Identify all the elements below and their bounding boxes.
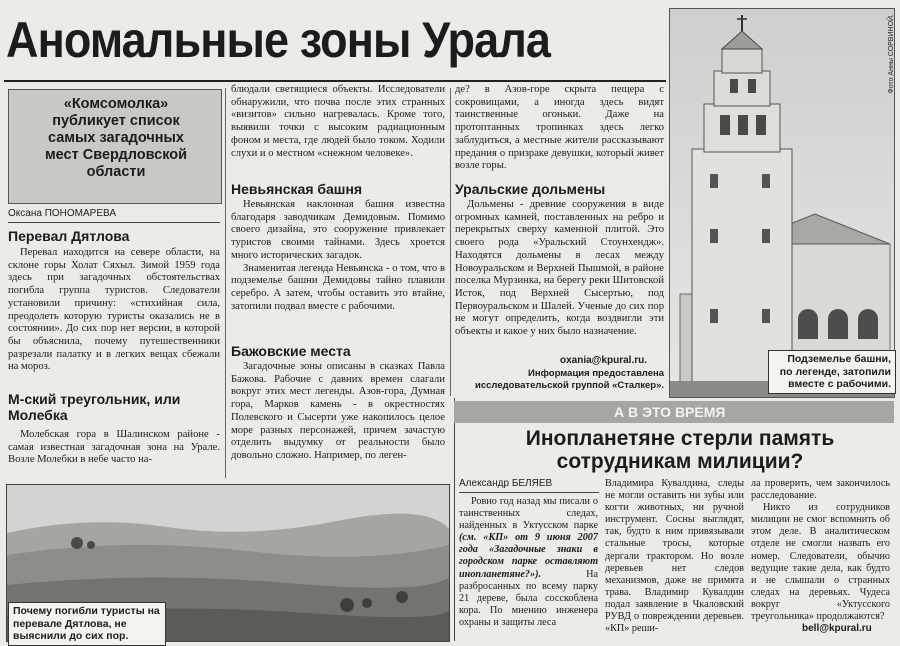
landscape-caption: Почему погибли туристы на перевале Дятлова, не выяснили до сих пор. bbox=[8, 602, 166, 646]
tower-image bbox=[670, 9, 894, 397]
meanwhile-col1: Ровно год назад мы писали о таинственных следах, найденных в Уктусском парке (см. «КП» от 9 июня 2007 года «Загадочные знаки в городском парке оставляют инопланетяне?»). На разбросанных по всему парку 21 дереве, была сосскоблена кора. По мнению инженера охраны и защиты леса bbox=[459, 496, 598, 628]
meanwhile-author-rule bbox=[459, 492, 599, 493]
section-title-dolmens: Уральские дольмены bbox=[455, 181, 606, 197]
author-first: Оксана bbox=[8, 208, 42, 219]
column-rule-2 bbox=[450, 88, 451, 396]
headline: Аномальные зоны Урала bbox=[6, 12, 551, 68]
photo-credit: Фото Анны СОРВИНОЙ. bbox=[888, 14, 895, 94]
contact-email: oxania@kpural.ru. bbox=[560, 355, 647, 366]
author-byline bbox=[8, 208, 116, 219]
meanwhile-label: А В ЭТО ВРЕМЯ bbox=[614, 404, 726, 420]
meanwhile-author-first: Александр bbox=[459, 478, 510, 489]
section-title-nevyansk: Невьянская башня bbox=[231, 181, 363, 197]
meanwhile-author-last: БЕЛЯЕВ bbox=[511, 478, 553, 489]
meanwhile-col3: ла проверить, чем закончилось расследование. Никто из сотрудников милиции не смог вспомнить об этом деле. В аналитическом отделе не смогли назвать его номер. Следователи, обычно ведущие такие дела, как будто и не слышали о странных следах на деревьях. Чудеса вокруг «Уктусского треугольника» продолжаются? bbox=[751, 478, 890, 623]
tower-caption: Подземелье башни, по легенде, затопили вместе с рабочими. bbox=[768, 350, 896, 394]
meanwhile-label-bar bbox=[454, 401, 894, 423]
section-body-bazhov: Загадочные зоны описаны в сказках Павла Бажова. Рабочие с давних времен слагали вокруг этих мест легенды. Азов-гора, Думная гора, Марков камень - в окрестностях Полевского и Сысерти уже накопилось целое море разных персонажей, причем зачастую отделить выдумку от реальности было довольно сложно. Например, по леген- bbox=[231, 361, 445, 461]
section-body-dolmens: Дольмены - древние сооружения в виде огромных камней, поставленных на ребро и перекрытых сверху каменной плитой. Это своего рода «Уральский Стоунхендж». Находятся дольмены в лесах между Новоуральском и Верхней Пышмой, в районе поселка Мурзинка, на берегу реки Шитовской Исток, под Верхней Сысертью, под Первоуральском и Шалей. Ученые до сих пор не могут определить, когда воздвигли эти объекты и какое у них было назначение. bbox=[455, 199, 664, 338]
section-title-bazhov: Бажовские места bbox=[231, 343, 351, 359]
author-rule bbox=[8, 222, 220, 223]
author-last: ПОНОМАРЕВА bbox=[44, 208, 117, 219]
tower-photo bbox=[669, 8, 895, 398]
section-title-dyatlov: Перевал Дятлова bbox=[8, 228, 130, 244]
promo-text: «Комсомолка» публикует список самых загадочных мест Свердловской области bbox=[44, 96, 188, 180]
headline-rule bbox=[4, 80, 666, 82]
column3-continuation: де? в Азов-горе скрыта пещера с сокровищами, а иногда здесь видят таинственные огоньки. Даже на протоптанных тропинках здесь легко заблудиться, а местные жители рассказывают предания о призраке девушки, который живет возле горы. bbox=[455, 84, 664, 172]
column-rule-1 bbox=[225, 88, 226, 478]
meanwhile-author bbox=[459, 478, 552, 489]
meanwhile-col2: Владимира Кувалдина, следы не могли оставить ни зубы или когти животных, ни ручной инструмент. Сосны выглядят, так, будто к ним привязывали стальные тросы, которые дергали трактором. Но возле деревьев нет следов механизмов, даже не примята трава. Владимир Кувалдин подал заявление в Чкаловский РУВД о повреждении деревьев. «КП» реши- bbox=[605, 478, 744, 635]
meanwhile-title: Инопланетяне стерли память сотрудникам милиции? bbox=[525, 427, 835, 473]
section-body-dyatlov: Перевал находится на севере области, на склоне горы Холат Сяхыл. Зимой 1959 года здесь при загадочных обстоятельствах погибла группа туристов. Следователи установили причину: «стихийная сила, преодолеть которую туристы оказались не в состоянии». До сих пор нет версии, в которой бы объяснила, почему путешественники разрезали палатку и в легких вещах сбежали на мороз. bbox=[8, 247, 220, 373]
info-credit: Информация предоставлена исследовательской группой «Сталкер». bbox=[475, 368, 664, 391]
section-body-molebka: Молебская гора в Шалинском районе - самая известная загадочная зона на Урале. Возле Молебки в небе часто на- bbox=[8, 429, 220, 466]
meanwhile-email: bell@kpural.ru bbox=[802, 623, 872, 634]
column2-continuation: блюдали светящиеся объекты. Исследователи обнаружили, что почва после этих странных «визитов» сильно нагревалась. Кроме того, выявили точки с высоким радиационным фоном и места, где людей было током. Ходили слухи и о местном «снежном человеке». bbox=[231, 84, 445, 159]
promo-box bbox=[8, 89, 222, 204]
section-title-molebka: М-ский треугольник, или Молебка bbox=[8, 391, 181, 423]
section-body-nevyansk: Невьянская наклонная башня известна благодаря заводчикам Демидовым. Помимо своего дизайна, это сооружение привлекает туристов своими тайнами. Здесь хроется много исторических загадок. Знаменитая легенда Невьянска - о том, что в подземелье башни Демидовы тайно плавили серебро. А затем, чтобы оставить это втайне, затопили подвал вместе с рабочими. bbox=[231, 199, 445, 312]
